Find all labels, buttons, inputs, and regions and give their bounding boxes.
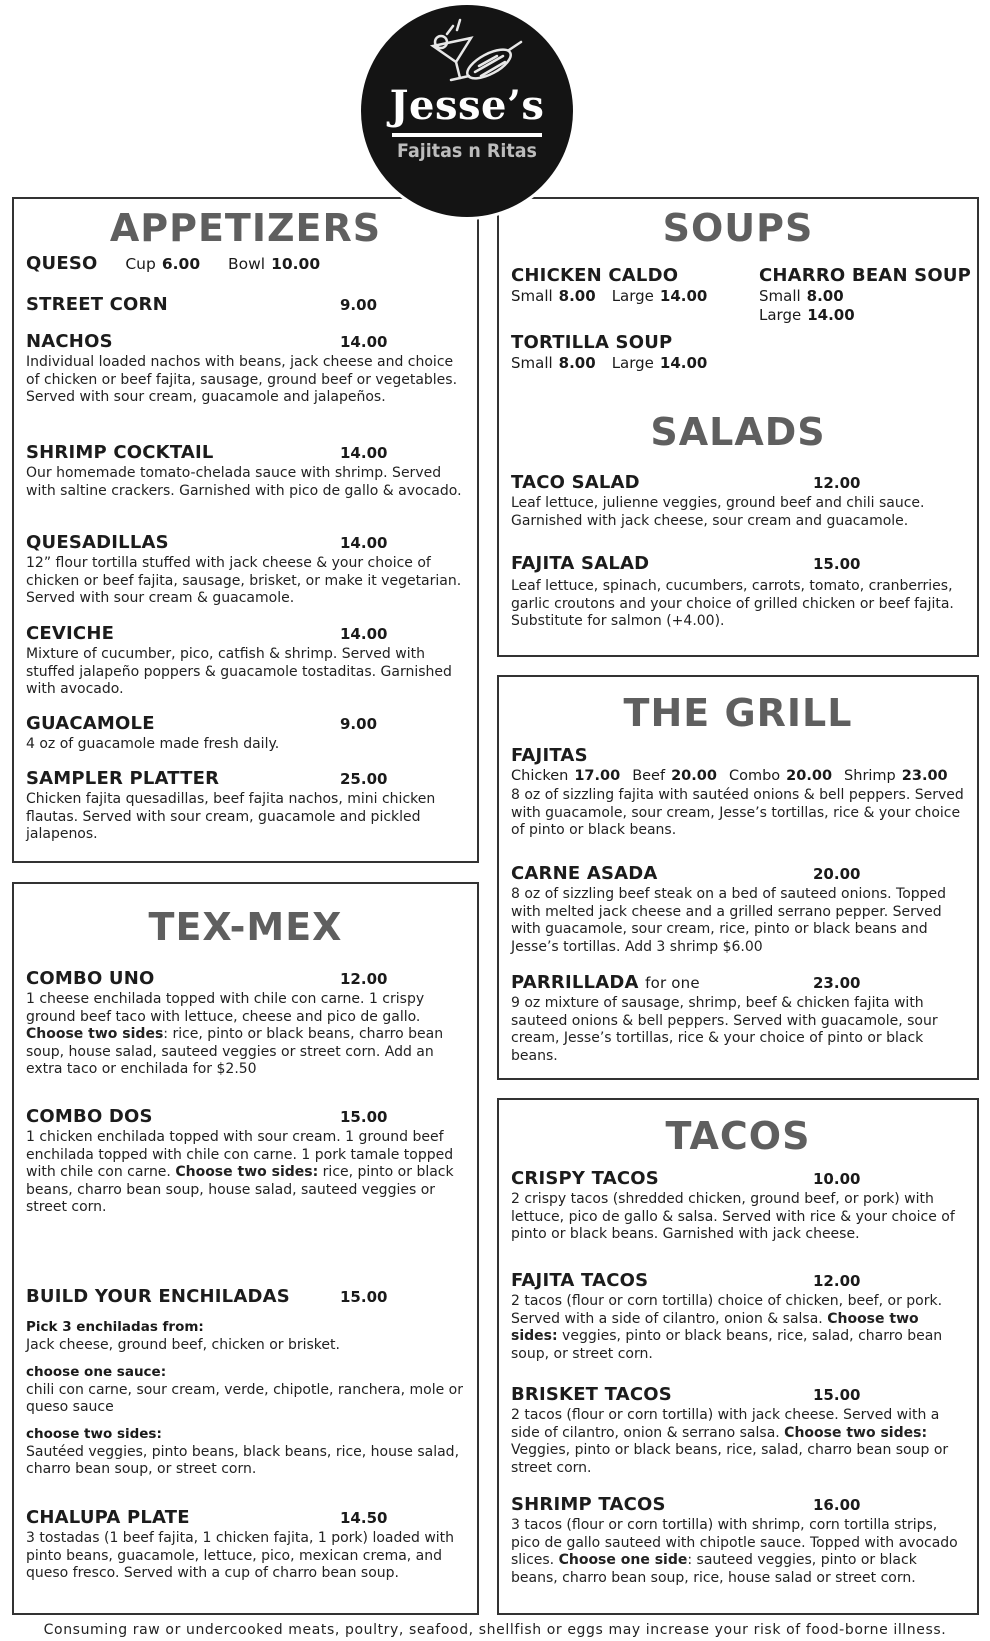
item-price: 10.00 [271,255,321,273]
item-name: SHRIMP COCKTAIL [26,442,214,463]
size-label: Cup [125,255,156,273]
item-name: FAJITA TACOS [511,1270,649,1291]
menu-item-combo-uno [26,968,465,1079]
item-price: 14.00 [340,444,388,462]
item-description: 3 tostadas (1 beef fajita, 1 chicken fajita, 1 pork) loaded with pinto beans, guacamole, lettuce, pico, mexican crema, and queso fresco. Served with a cup of charro bean soup. [26,1530,455,1581]
item-price: 15.00 [340,1288,388,1306]
item-name: SHRIMP TACOS [511,1494,666,1515]
menu-item-combo-dos [26,1106,465,1217]
brand-name: Jesse’s [389,82,545,129]
item-price: 20.00 [813,865,861,883]
menu-item-fajita-tacos [511,1270,965,1363]
brand-tagline: Fajitas n Ritas [397,140,537,162]
item-price: 15.00 [813,1386,861,1404]
appetizers-section [12,197,479,863]
item-price: 14.00 [340,625,388,643]
menu-item-carne-asada [511,863,965,956]
item-name: CHICKEN CALDO [511,265,679,286]
item-name: COMBO DOS [26,1106,153,1127]
item-name: CEVICHE [26,623,115,644]
menu-item-parrillada [511,972,965,1065]
item-price: 14.00 [340,333,388,351]
item-name: GUACAMOLE [26,713,155,734]
item-name: STREET CORN [26,294,168,315]
menu-item-street-corn [26,294,465,316]
menu-item-shrimp-cocktail [26,442,465,500]
option-description: chili con carne, sour cream, verde, chipotle, ranchera, mole or queso sauce [26,1381,463,1415]
logo-divider [392,133,542,137]
item-description: 12” flour tortilla stuffed with jack cheese & your choice of chicken or beef fajita, sausage, brisket, or make it vegetarian. Served with sour cream & guacamole. [26,555,462,606]
soups-salads-section [497,197,979,657]
item-name: TORTILLA SOUP [511,332,673,353]
menu-item-taco-salad [511,472,965,530]
restaurant-logo [357,0,577,222]
item-name: SAMPLER PLATTER [26,768,220,789]
item-description: 8 oz of sizzling beef steak on a bed of sauteed onions. Topped with melted jack cheese and a grilled serrano pepper. Served with guacamole, sour cream, rice, pinto or black beans and Jesse’s tortillas. Add 3 shrimp $6.00 [511,886,947,955]
item-price: 14.50 [340,1509,388,1527]
appetizers-title: APPETIZERS [109,206,382,250]
item-description: 4 oz of guacamole made fresh daily. [26,736,280,752]
item-description: 2 tacos (flour or corn tortilla) choice of chicken, beef, or pork. Served with a side of cilantro, onion & salsa. Choose two sides: veggies, pinto or black beans, rice, salad, charro bean soup, or street corn. [511,1293,943,1362]
item-name: CARNE ASADA [511,863,658,884]
item-description: 1 cheese enchilada topped with chile con carne. 1 crispy ground beef taco with lettuce, cheese and pico de gallo. Choose two sides: rice, pinto or black beans, charro bean soup, house salad, sauteed veggies or street corn. Add an extra taco or enchilada for $2.50 [26,991,444,1077]
item-name: FAJITA SALAD [511,553,650,574]
size-label: Bowl [227,255,266,273]
tacos-section [497,1098,979,1615]
item-price: 12.00 [813,474,861,492]
item-price: 12.00 [340,970,388,988]
salads-title: SALADS [650,410,826,454]
menu-item-fajita-salad [511,553,973,631]
menu-item-chicken-caldo: CHICKEN CALDO Small 8.00 Large 14.00 [511,265,751,306]
item-name: FAJITAS [511,745,588,766]
tacos-title: TACOS [665,1114,811,1158]
option-description: Sautéed veggies, pinto beans, black beans, rice, house salad, charro bean soup, or street corn. [26,1443,460,1477]
item-price: 6.00 [161,255,201,273]
item-name: CHARRO BEAN SOUP [759,265,972,286]
grill-title: THE GRILL [623,691,853,735]
menu-item-nachos [26,331,465,407]
item-name: BRISKET TACOS [511,1384,672,1405]
menu-item-ceviche [26,623,465,699]
item-description: 3 tacos (flour or corn tortilla) with shrimp, corn tortilla strips, pico de gallo sauteed with chipotle sauce. Topped with avocado slices. Choose one side: sauteed veggies, pinto or black beans, charro bean soup, rice, house salad or street corn. [511,1517,958,1586]
item-name: BUILD YOUR ENCHILADAS [26,1286,290,1307]
item-price: 14.00 [340,534,388,552]
item-price: 9.00 [340,715,378,733]
menu-item-shrimp-tacos [511,1494,965,1587]
food-safety-disclaimer: Consuming raw or undercooked meats, poultry, seafood, shellfish or eggs may increase your risk of food-borne illness. [43,1622,947,1638]
item-name: CRISPY TACOS [511,1168,659,1189]
item-description: Our homemade tomato-chelada sauce with shrimp. Served with saltine crackers. Garnished with pico de gallo & avocado. [26,465,462,499]
soups-title: SOUPS [662,206,814,250]
item-price: 23.00 [813,974,861,992]
item-name: COMBO UNO [26,968,155,989]
item-price: 10.00 [813,1170,861,1188]
item-price: 12.00 [813,1272,861,1290]
item-price: 15.00 [813,555,861,573]
menu-item-sampler-platter [26,768,465,844]
item-name: TACO SALAD [511,472,640,493]
texmex-section [12,882,479,1615]
item-price: 25.00 [340,770,388,788]
item-name: QUESADILLAS [26,532,169,553]
item-description: Individual loaded nachos with beans, jack cheese and choice of chicken or beef fajita, sausage, ground beef or vegetables. Served with sour cream, guacamole and jalapeños. [26,354,458,405]
menu-item-crispy-tacos [511,1168,965,1244]
menu-item-brisket-tacos [511,1384,965,1477]
item-name: QUESO [26,253,98,274]
item-price: 15.00 [340,1108,388,1126]
menu-item-build-your-enchiladas [26,1286,465,1479]
item-description: 9 oz mixture of sausage, shrimp, beef & chicken fajita with sauteed onions & bell peppers. Served with guacamole, sour cream, Jesse’s tortillas, rice & your choice of pinto or black beans. [511,995,938,1064]
menu-item-queso [26,253,465,275]
item-name: NACHOS [26,331,113,352]
item-description: 1 chicken enchilada topped with sour cream. 1 ground beef enchilada topped with chile con carne. 1 pork tamale topped with chile con carne. Choose two sides: rice, pinto or black beans, charro bean soup, house salad, sauteed veggies or street corn. [26,1129,454,1215]
menu-item-guacamole [26,713,465,754]
option-label: choose one sauce: [26,1363,167,1380]
item-description: Mixture of cucumber, pico, catfish & shrimp. Served with stuffed jalapeño poppers & guacamole tostaditas. Garnished with avocado. [26,646,452,697]
menu-item-chalupa-plate [26,1507,465,1583]
item-description: Leaf lettuce, spinach, cucumbers, carrots, tomato, cranberries, garlic croutons and your choice of grilled chicken or beef fajita. Substitute for salmon (+4.00). [511,578,954,629]
item-description: 8 oz of sizzling fajita with sautéed onions & bell peppers. Served with guacamole, sour cream, Jesse’s tortillas, rice & your choice of pinto or black beans. [511,787,964,838]
menu-item-quesadillas [26,532,465,608]
grill-section [497,675,979,1080]
item-description: Chicken fajita quesadillas, beef fajita nachos, mini chicken flautas. Served with sour cream, guacamole and pickled jalapenos. [26,791,436,842]
item-price: 16.00 [813,1496,861,1514]
item-description: 2 crispy tacos (shredded chicken, ground beef, or pork) with lettuce, pico de gallo & salsa. Served with rice & your choice of pinto or black beans. Garnished with jack cheese. [511,1191,955,1242]
item-name: CHALUPA PLATE [26,1507,190,1528]
option-label: Pick 3 enchiladas from: [26,1319,204,1335]
menu-item-fajitas: FAJITAS Chicken 17.00 Beef 20.00 Combo 20.00 Shrimp 23.00 8 oz of sizzling fajita with sautéed onions & bell peppers. Served with guacamole, sour cream, Jesse’s tortillas, rice & your choice of pinto or black beans. [511,745,964,838]
item-description: 2 tacos (flour or corn tortilla) with jack cheese. Served with a side of cilantro, onion & serrano salsa. Choose two sides: Veggies, pinto or black beans, rice, salad, charro bean soup or street corn. [511,1407,949,1476]
texmex-title: TEX-MEX [148,905,343,949]
item-description: Leaf lettuce, julienne veggies, ground beef and chili sauce. Garnished with jack cheese, sour cream and guacamole. [511,495,925,529]
menu-item-charro-bean-soup: CHARRO BEAN SOUP Small 8.00 Large 14.00 [759,265,974,325]
option-description: Jack cheese, ground beef, chicken or brisket. [26,1337,340,1353]
option-label: choose two sides: [26,1425,162,1442]
item-name: PARRILLADA for one [511,972,700,993]
menu-item-tortilla-soup: TORTILLA SOUP Small 8.00 Large 14.00 [511,332,751,373]
item-note: for one [645,974,700,992]
item-price: 9.00 [340,296,378,314]
